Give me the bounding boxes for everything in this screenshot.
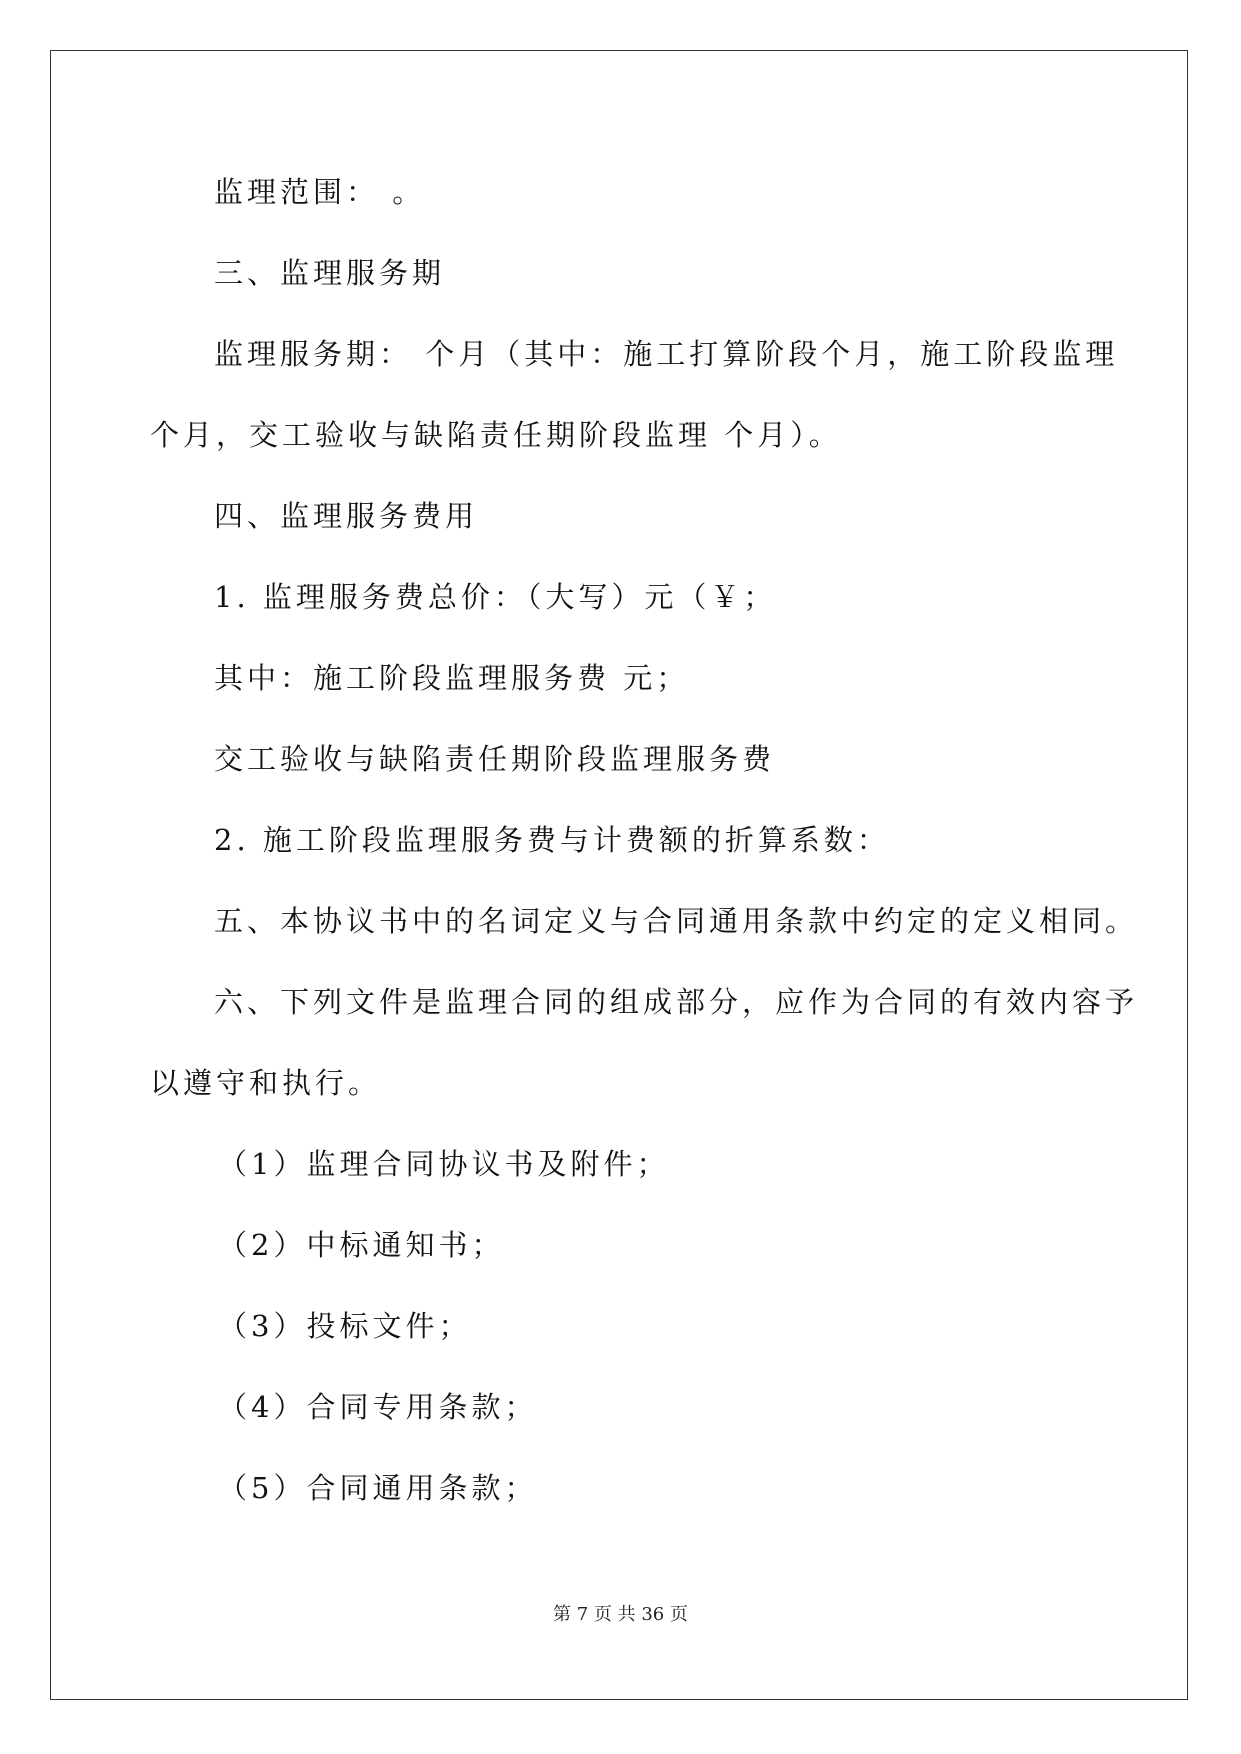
service-period-line-cont: 个月，交工验收与缺陷责任期阶段监理 个月）。 [150,418,842,452]
page-number-footer: 第 7 页 共 36 页 [553,1604,688,1625]
service-period-line: 监理服务期： 个月（其中：施工打算阶段个月，施工阶段监理 [214,337,1119,371]
section-6-cont: 以遵守和执行。 [150,1066,382,1100]
fee-coefficient-line: 2. 施工阶段监理服务费与计费额的折算系数： [214,823,890,857]
fee-construction-line: 其中：施工阶段监理服务费 元； [214,661,690,695]
list-item-5: （5）合同通用条款； [218,1471,538,1505]
fee-total-line: 1. 监理服务费总价：（大写）元（￥； [214,580,777,614]
page-border [50,50,1188,1700]
list-item-4: （4）合同专用条款； [218,1390,538,1424]
section-heading-3: 三、监理服务期 [214,256,446,290]
list-item-1: （1）监理合同协议书及附件； [218,1147,670,1181]
list-item-3: （3）投标文件； [218,1309,472,1343]
section-heading-6: 六、下列文件是监理合同的组成部分，应作为合同的有效内容予 [214,985,1139,1019]
section-heading-4: 四、监理服务费用 [214,499,479,533]
fee-acceptance-line: 交工验收与缺陷责任期阶段监理服务费 [214,742,776,776]
list-item-2: （2）中标通知书； [218,1228,505,1262]
scope-line: 监理范围： 。 [214,175,426,209]
section-heading-5: 五、本协议书中的名词定义与合同通用条款中约定的定义相同。 [214,904,1139,938]
